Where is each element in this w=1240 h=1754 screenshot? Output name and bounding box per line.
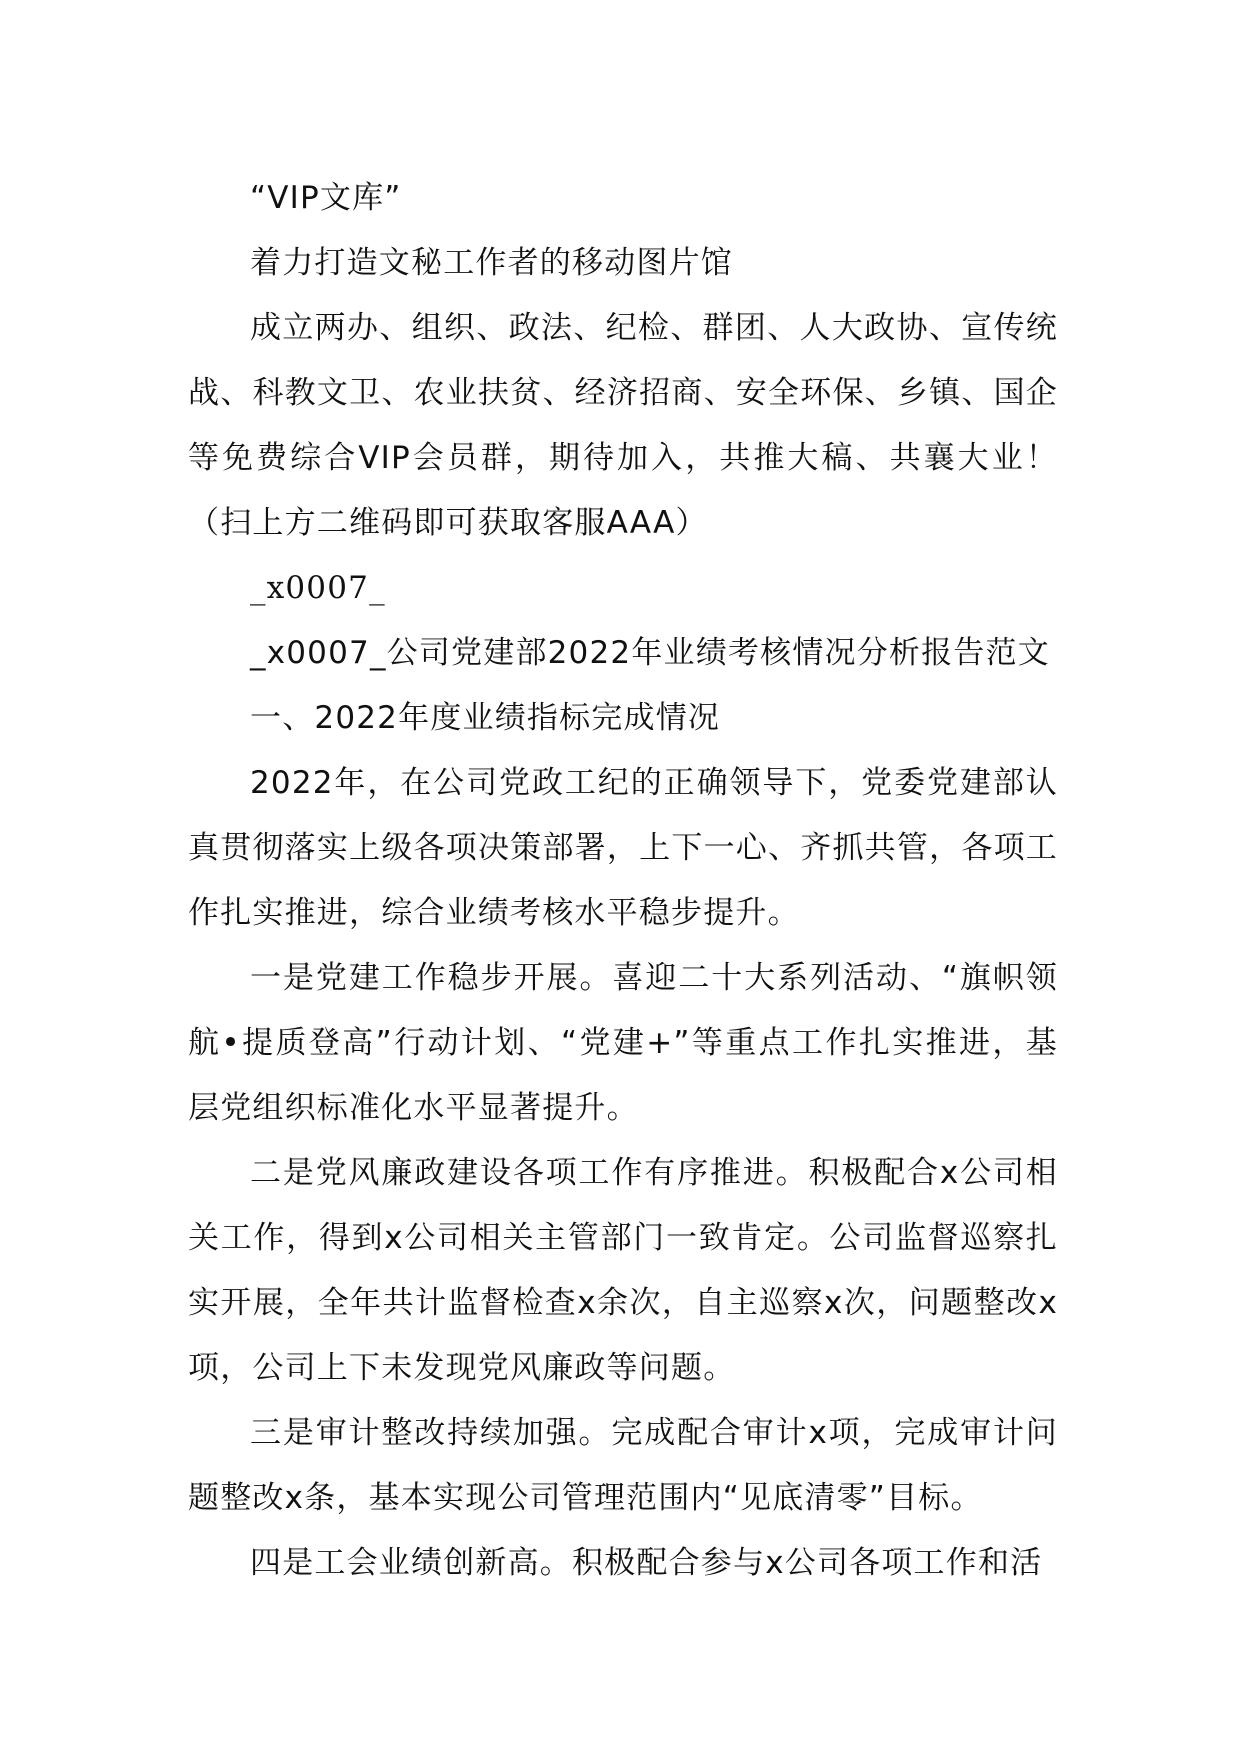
- doc-paragraph-item-3: 三是审计整改持续加强。完成配合审计x项，完成审计问题整改x条，基本实现公司管理范围内“见底清零”目标。: [188, 1415, 1058, 1516]
- doc-section-heading: 一、2022年度业绩指标完成情况: [250, 700, 721, 736]
- doc-slogan: 着力打造文秘工作者的移动图片馆: [250, 245, 733, 281]
- doc-title: _x0007_公司党建部2022年业绩考核情况分析报告范文: [250, 635, 1050, 671]
- doc-heading-vip: “VIP文库”: [250, 180, 402, 216]
- doc-paragraph-item-4: 四是工会业绩创新高。积极配合参与x公司各项工作和活: [250, 1545, 1043, 1581]
- doc-paragraph-item-2: 二是党风廉政建设各项工作有序推进。积极配合x公司相关工作，得到x公司相关主管部门一致肯定。公司监督巡察扎实开展，全年共计监督检查x余次，自主巡察x次，问题整改x项，公司上下未发现党风廉政等问题。: [188, 1155, 1058, 1386]
- doc-paragraph-groups: 成立两办、组织、政法、纪检、群团、人大政协、宣传统战、科教文卫、农业扶贫、经济招商、安全环保、乡镇、国企等免费综合VIP会员群，期待加入，共推大稿、共襄大业！（扫上方二维码即可获取客服AAA）: [188, 310, 1058, 541]
- doc-placeholder: _x0007_: [250, 570, 386, 606]
- document-page: [188, 166, 1058, 1596]
- doc-paragraph-item-1: 一是党建工作稳步开展。喜迎二十大系列活动、“旗帜领航•提质登高”行动计划、“党建+”等重点工作扎实推进，基层党组织标准化水平显著提升。: [188, 960, 1058, 1126]
- doc-paragraph-intro: 2022年，在公司党政工纪的正确领导下，党委党建部认真贯彻落实上级各项决策部署，上下一心、齐抓共管，各项工作扎实推进，综合业绩考核水平稳步提升。: [188, 765, 1058, 931]
